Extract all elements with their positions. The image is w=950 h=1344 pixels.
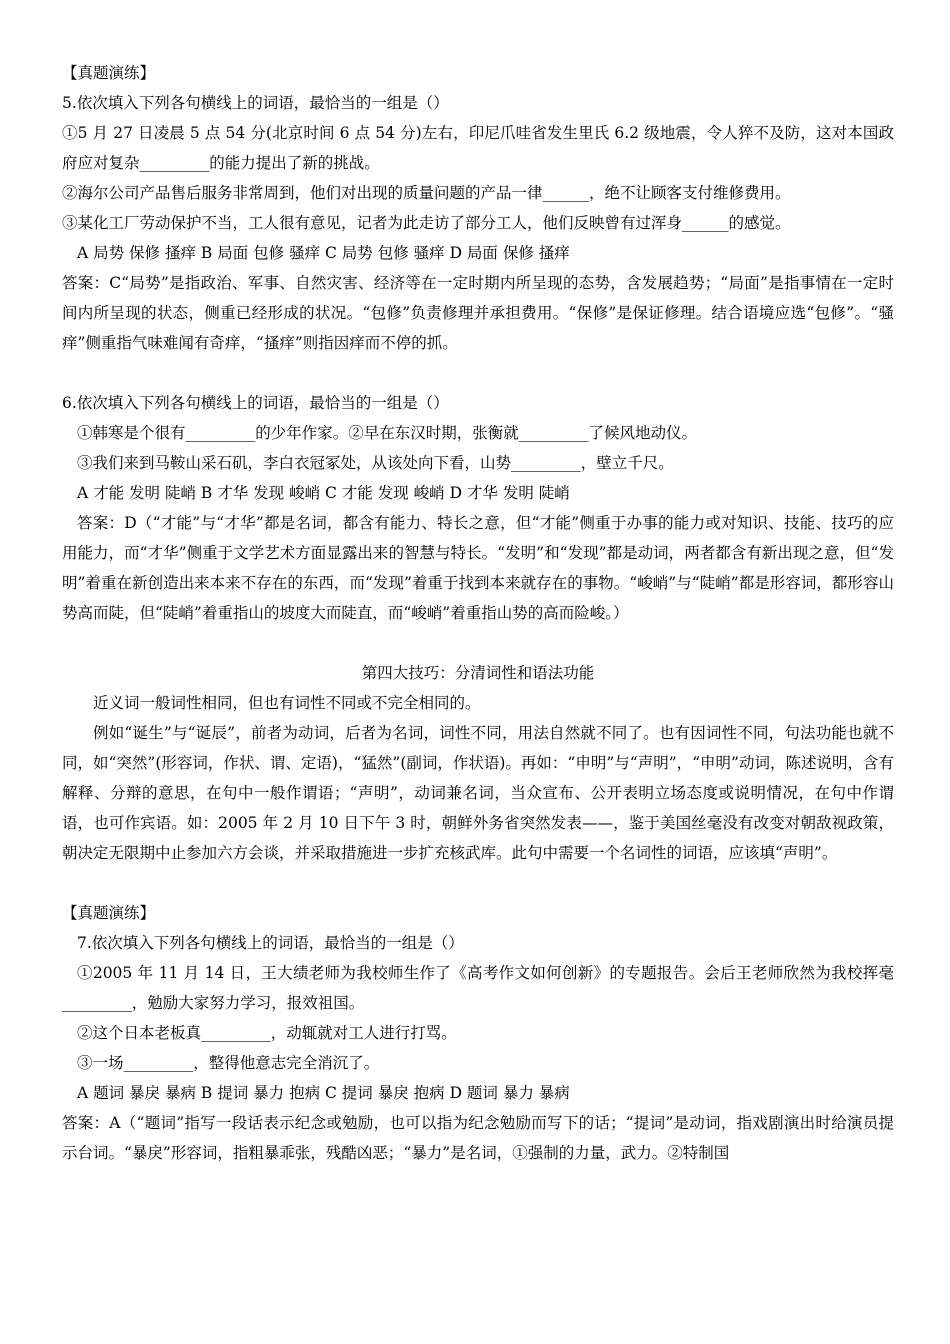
section-header: 【真题演练】 xyxy=(62,904,156,922)
question-6-stem: 6.依次填入下列各句横线上的词语，最恰当的一组是（） xyxy=(62,394,449,412)
question-5-stem: 5.依次填入下列各句横线上的词语，最恰当的一组是（） xyxy=(62,94,449,112)
technique-paragraph-2: 例如“诞生”与“诞辰”，前者为动词，后者为名词，词性不同，用法自然就不同了。也有因词性不同，句法功能也就不同，如“突然”(形容词，作状、谓、定语)，“猛然”(副词，作状语)。再如：“申明”与“声明”，“申明”动词，陈述说明，含有解释、分辩的意思，在句中一般作谓语；“声明”，动词兼名词，当众宣布、公开表明立场态度或说明情况，在句中作谓语，也可作宾语。如：2005 年 2 月 10 日下午 3 时，朝鲜外务省突然发表——，鉴于美国丝毫没有改变对朝敌视政策，朝决定无限期中止参加六方会谈，并采取措施进一步扩充核武库。此句中需要一个名词性的词语，应该填“声明”。 xyxy=(62,724,894,862)
question-7-sentence-3: ③一场_________，整得他意志完全消沉了。 xyxy=(77,1054,380,1072)
question-6-sentence-2: ③我们来到马鞍山采石矶，李白衣冠冢处，从该处向下看，山势_________，壁立千尺。 xyxy=(77,454,674,472)
question-6-answer: 答案：D（“才能”与“才华”都是名词，都含有能力、特长之意，但“才能”侧重于办事的能力或对知识、技能、技巧的应用能力，而“才华”侧重于文学艺术方面显露出来的智慧与特长。“发明”和“发现”都是动词，两者都含有新出现之意，但“发明”着重在新创造出来本来不存在的东西，而“发现”着重于找到本来就存在的事物。“峻峭”与“陡峭”都是形容词，都形容山势高而陡，但“陡峭”着重指山的坡度大而陡直，而“峻峭”着重指山势的高而险峻。） xyxy=(62,514,894,622)
question-5-sentence-1: ①5 月 27 日凌晨 5 点 54 分(北京时间 6 点 54 分)左右，印尼爪哇省发生里氏 6.2 级地震，令人猝不及防，这对本国政府应对复杂_________的能力提出了新的挑战。 xyxy=(62,124,894,172)
question-5-sentence-2: ②海尔公司产品售后服务非常周到，他们对出现的质量问题的产品一律______，绝不让顾客支付维修费用。 xyxy=(62,184,791,202)
question-7-sentence-1: ①2005 年 11 月 14 日，王大绩老师为我校师生作了《高考作文如何创新》的专题报告。会后王老师欣然为我校挥毫_________，勉励大家努力学习，报效祖国。 xyxy=(62,964,894,1012)
question-6-options: A 才能 发明 陡峭 B 才华 发现 峻峭 C 才能 发现 峻峭 D 才华 发明 陡峭 xyxy=(77,484,570,502)
section-header: 【真题演练】 xyxy=(62,64,156,82)
technique-title: 第四大技巧：分清词性和语法功能 xyxy=(361,664,595,682)
question-5-answer: 答案：C“局势”是指政治、军事、自然灾害、经济等在一定时期内所呈现的态势，含发展趋势；“局面”是指事情在一定时间内所呈现的状态，侧重已经形成的状况。“包修”负责修理并承担费用。“保修”是保证修理。结合语境应选“包修”。“骚痒”侧重指气味难闻有奇痒，“搔痒”则指因痒而不停的抓。 xyxy=(62,274,894,352)
question-7-answer: 答案：A（“题词”指写一段话表示纪念或勉励，也可以指为纪念勉励而写下的话；“提词”是动词，指戏剧演出时给演员提示台词。“暴戾”形容词，指粗暴乖张，残酷凶恶；“暴力”是名词，①强制的力量，武力。②特制国 xyxy=(62,1114,894,1162)
question-5-options: A 局势 保修 搔痒 B 局面 包修 骚痒 C 局势 包修 骚痒 D 局面 保修 搔痒 xyxy=(77,244,570,262)
question-5-sentence-3: ③某化工厂劳动保护不当，工人很有意见，记者为此走访了部分工人，他们反映曾有过浑身______的感觉。 xyxy=(62,214,791,232)
question-7-stem: 7.依次填入下列各句横线上的词语，最恰当的一组是（） xyxy=(77,934,464,952)
question-7-sentence-2: ②这个日本老板真_________，动辄就对工人进行打骂。 xyxy=(77,1024,457,1042)
question-7-options: A 题词 暴戾 暴病 B 提词 暴力 抱病 C 提词 暴戾 抱病 D 题词 暴力 暴病 xyxy=(77,1084,570,1102)
document-page xyxy=(62,58,894,1168)
question-6-sentence-1: ①韩寒是个很有_________的少年作家。②早在东汉时期，张衡就_________了候风地动仪。 xyxy=(77,424,698,442)
technique-paragraph-1: 近义词一般词性相同，但也有词性不同或不完全相同的。 xyxy=(93,694,481,712)
